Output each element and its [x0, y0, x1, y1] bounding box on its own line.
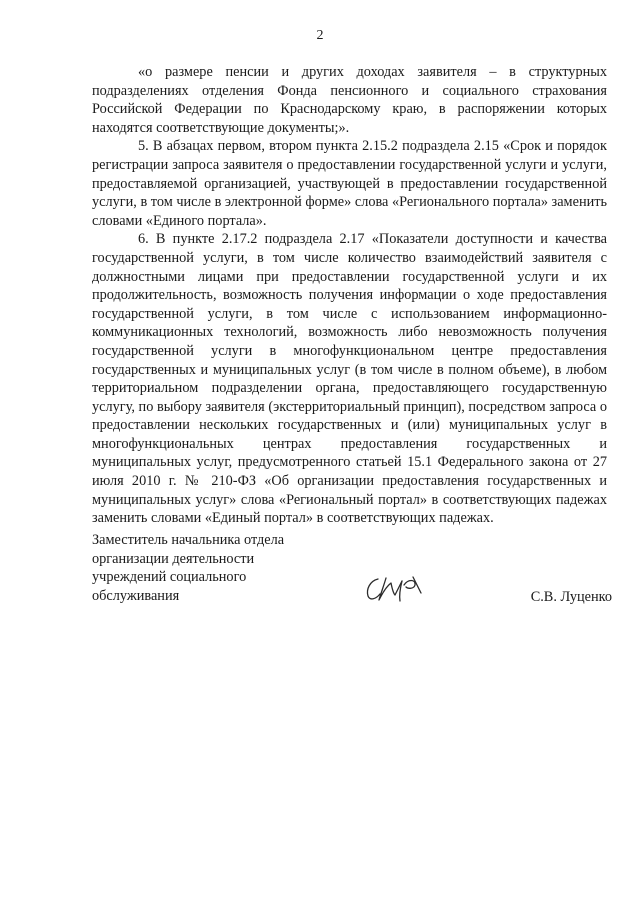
page-number: 2	[316, 28, 324, 43]
signature-block	[92, 531, 612, 611]
position-line: учреждений социального	[92, 569, 247, 586]
position-line: обслуживания	[92, 587, 180, 604]
paragraph-item-5: 5. В абзацах первом, втором пункта 2.15.2 подраздела 2.15 «Срок и порядок регистрации запроса заявителя о предоставлении государственной услуги и услуги, предоставляемой организацией, участвующей в предоставлении государственной услуги, в том числе в электронной форме» слова «Регионального портала» заменить словами «Единого портала».	[92, 138, 608, 229]
position-line: Заместитель начальника отдела	[92, 532, 285, 548]
paragraph-item-6: 6. В пункте 2.17.2 подраздела 2.17 «Показатели доступности и качества государственной услуги, в том числе количество взаимодействий заявителя с должностными лицами при предоставлении государственной услуги и их продолжительность, возможность получения информации о ходе предоставления государственной услуги, в том числе с использованием информационно-коммуникационных технологий, возможность либо невозможность получения государственной услуги в многофункциональном центре предоставления государственных и муниципальных услуг (в том числе в полном объеме), в любом территориальном подразделении органа, предоставляющего государственную услугу, по выбору заявителя (экстерриториальный принцип), посредством запроса о предоставлении нескольких государственных и (или) муниципальных услуг в многофункциональных центрах предоставления государственных и муниципальных услуг, предусмотренного статьей 15.1 Федерального закона от 27 июля 2010 г. № 210-ФЗ «Об организации предоставления государственных и муниципальных услуг» слова «Региональный портал» в соответствующих падежах заменить словами «Единый портал» в соответствующих падежах.	[92, 231, 607, 527]
paragraph-continuation: «о размере пенсии и других доходах заявителя – в структурных подразделениях отделения Фонда пенсионного и социального страхования Российской Федерации по Краснодарскому краю, в распоряжении которых находятся соответствующие документы;».	[92, 64, 607, 136]
position-line: организации деятельности	[92, 550, 255, 567]
handwritten-signature	[364, 573, 426, 603]
signatory-position	[92, 531, 332, 605]
signatory-name: С.В. Луценко	[530, 589, 612, 605]
document-body	[92, 63, 607, 528]
